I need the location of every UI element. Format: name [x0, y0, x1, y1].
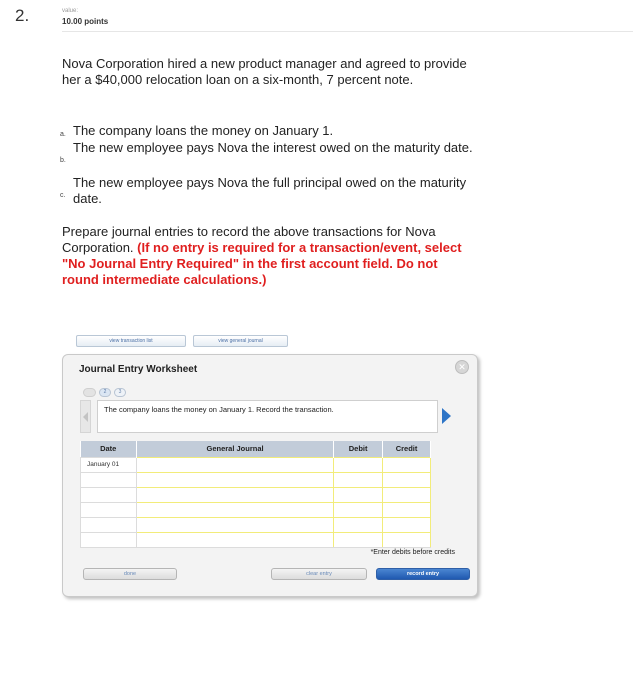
view-general-journal-button[interactable]: view general journal — [193, 335, 288, 347]
journal-entry-worksheet — [62, 354, 478, 597]
table-row — [81, 457, 431, 472]
item-text: The new employee pays Nova the full principal owed on the maturity date. — [73, 175, 467, 206]
date-cell[interactable] — [81, 487, 137, 502]
view-transaction-list-button[interactable]: view transaction list — [76, 335, 186, 347]
account-field[interactable] — [136, 517, 333, 532]
worksheet-pager — [83, 388, 126, 397]
credit-field[interactable] — [383, 457, 431, 472]
account-field[interactable] — [136, 472, 333, 487]
debit-field[interactable] — [334, 457, 383, 472]
column-header-general-journal: General Journal — [136, 441, 333, 457]
date-cell[interactable] — [81, 517, 137, 532]
done-button[interactable]: done — [83, 568, 177, 580]
table-row — [81, 487, 431, 502]
debits-before-credits-note: *Enter debits before credits — [370, 549, 455, 556]
next-arrow-icon[interactable] — [442, 408, 451, 424]
pager-page-3[interactable]: 3 — [114, 388, 126, 397]
prev-arrow-icon[interactable] — [80, 400, 91, 433]
date-cell[interactable] — [81, 532, 137, 547]
item-letter: b. — [60, 157, 66, 164]
worksheet-title: Journal Entry Worksheet — [79, 364, 198, 375]
account-field[interactable] — [136, 487, 333, 502]
transaction-description: The company loans the money on January 1. Record the transaction. — [97, 400, 438, 433]
credit-field[interactable] — [383, 532, 431, 547]
prepare-instructions — [62, 224, 462, 288]
debit-field[interactable] — [334, 532, 383, 547]
account-field[interactable] — [136, 457, 333, 472]
table-row — [81, 517, 431, 532]
table-row — [81, 502, 431, 517]
credit-field[interactable] — [383, 517, 431, 532]
debit-field[interactable] — [334, 487, 383, 502]
close-icon[interactable]: ✕ — [455, 360, 469, 374]
credit-field[interactable] — [383, 487, 431, 502]
date-cell[interactable] — [81, 472, 137, 487]
item-letter: c. — [60, 192, 66, 199]
date-cell[interactable]: January 01 — [81, 457, 137, 472]
column-header-debit: Debit — [334, 441, 383, 457]
header-divider — [62, 31, 633, 32]
item-text: The new employee pays Nova the interest owed on the maturity date. — [73, 140, 473, 155]
table-row — [81, 472, 431, 487]
clear-entry-button[interactable]: clear entry — [271, 568, 367, 580]
record-entry-button[interactable]: record entry — [376, 568, 470, 580]
date-cell[interactable] — [81, 502, 137, 517]
account-field[interactable] — [136, 532, 333, 547]
pager-page-2[interactable]: 2 — [99, 388, 111, 397]
table-row — [81, 532, 431, 547]
debit-field[interactable] — [334, 502, 383, 517]
item-letter: a. — [60, 131, 66, 138]
column-header-date: Date — [81, 441, 137, 457]
value-label: value: — [62, 8, 79, 14]
item-text: The company loans the money on January 1. — [73, 123, 334, 138]
credit-field[interactable] — [383, 502, 431, 517]
credit-field[interactable] — [383, 472, 431, 487]
table-header-row — [81, 441, 431, 457]
account-field[interactable] — [136, 502, 333, 517]
column-header-credit: Credit — [383, 441, 431, 457]
problem-intro: Nova Corporation hired a new product manager and agreed to provide her a $40,000 relocation loan on a six-month, 7 percent note. — [62, 56, 467, 87]
points-label: 10.00 points — [62, 17, 109, 26]
journal-table — [80, 441, 431, 548]
question-number: 2. — [15, 6, 30, 25]
pager-prev[interactable] — [83, 388, 96, 397]
debit-field[interactable] — [334, 517, 383, 532]
instruction-note: (If no entry is required for a transaction/event, select "No Journal Entry Required" in the first account field. Do not round intermediate calculations.) — [62, 240, 462, 287]
debit-field[interactable] — [334, 472, 383, 487]
prepare-text: Prepare journal entries to record the above transactions for Nova Corporation. — [62, 224, 436, 255]
